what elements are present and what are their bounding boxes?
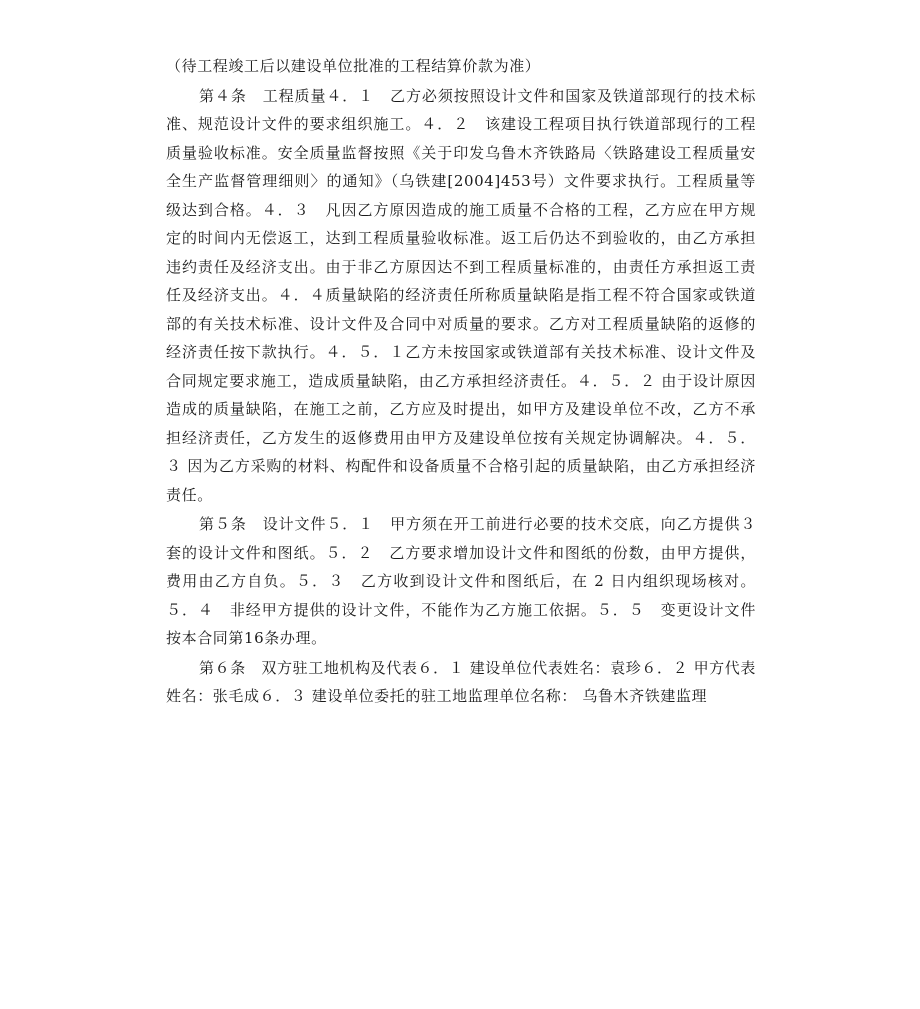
paragraph-settlement-note: （待工程竣工后以建设单位批准的工程结算价款为准） (166, 57, 541, 75)
paragraph-article-5-design-documents: 第５条 设计文件５．１ 甲方须在开工前进行必要的技术交底，向乙方提供３套的设计文件和图纸。５．２ 乙方要求增加设计文件和图纸的份数，由甲方提供，费用由乙方自负。５．３ 乙方收到设计文件和图纸后，在 2 日内组织现场核对。５．４ 非经甲方提供的设计文件，不能作为乙方施工依据。５．５ 变更设计文件按本合同第16条办理。 (166, 515, 756, 647)
paragraph-article-6-site-representatives: 第６条 双方驻工地机构及代表６．１ 建设单位代表姓名：袁珍６．２ 甲方代表姓名：张毛成６．３ 建设单位委托的驻工地监理单位名称： 乌鲁木齐铁建监理 (166, 658, 756, 705)
paragraph-article-4-quality: 第４条 工程质量４．１ 乙方必须按照设计文件和国家及铁道部现行的技术标准、规范设计文件的要求组织施工。４．２ 该建设工程项目执行铁道部现行的工程质量验收标准。安全质量监督按照《关于印发乌鲁木齐铁路局〈铁路建设工程质量安全生产监督管理细则〉的通知》（乌铁建[2004]453号）文件要求执行。工程质量等级达到合格。４．３ 凡因乙方原因造成的施工质量不合格的工程，乙方应在甲方规定的时间内无偿返工，达到工程质量验收标准。返工后仍达不到验收的，由乙方承担违约责任及经济支出。由于非乙方原因达不到工程质量标准的，由责任方承担返工责任及经济支出。４．４质量缺陷的经济责任所称质量缺陷是指工程不符合国家或铁道部的有关技术标准、设计文件及合同中对质量的要求。乙方对工程质量缺陷的返修的经济责任按下款执行。４．５．１乙方未按国家或铁道部有关技术标准、设计文件及合同规定要求施工，造成质量缺陷，由乙方承担经济责任。４．５．２ 由于设计原因造成的质量缺陷，在施工之前，乙方应及时提出，如甲方及建设单位不改，乙方不承担经济责任，乙方发生的返修费用由甲方及建设单位按有关规定协调解决。４．５．３ 因为乙方采购的材料、构配件和设备质量不合格引起的质量缺陷，由乙方承担经济责任。 (166, 86, 756, 504)
document-page (166, 52, 756, 711)
